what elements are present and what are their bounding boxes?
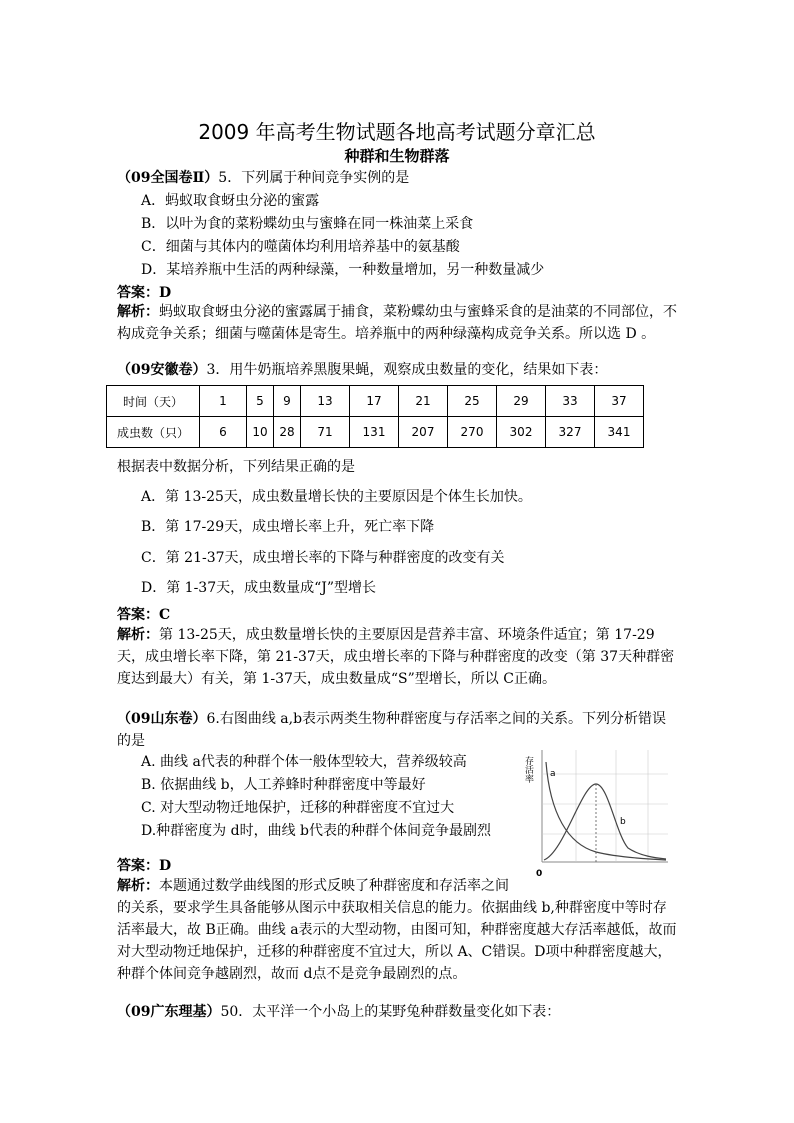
q3-answer bbox=[117, 856, 171, 876]
table-cell: 6 bbox=[200, 417, 247, 448]
q3-analysis-label: 解析： bbox=[117, 878, 159, 894]
table-cell: 131 bbox=[350, 417, 399, 448]
q4-source-tag: （09广东理基） bbox=[117, 1004, 221, 1020]
q1-analysis-label: 解析： bbox=[117, 304, 159, 320]
q1-answer-value: D bbox=[159, 285, 172, 301]
q3-source-tag: （09山东卷） bbox=[117, 711, 207, 727]
table-cell: 13 bbox=[301, 386, 350, 417]
q1-option-d: D．某培养瓶中生活的两种绿藻，一种数量增加，另一种数量减少 bbox=[141, 262, 545, 278]
table-cell: 5 bbox=[247, 386, 274, 417]
table-cell: 71 bbox=[301, 417, 350, 448]
q2-stem: 3．用牛奶瓶培养黑腹果蝇，观察成虫数量的变化，结果如下表： bbox=[206, 362, 608, 378]
table-cell: 21 bbox=[399, 386, 448, 417]
data-table bbox=[106, 385, 644, 448]
table-cell: 25 bbox=[448, 386, 497, 417]
q4-stem: 50．太平洋一个小岛上的某野兔种群数量变化如下表： bbox=[220, 1004, 561, 1020]
q2-option-d: D．第 1-37天，成虫数量成“J”型增长 bbox=[141, 580, 377, 596]
table-header-count: 成虫数（只） bbox=[107, 417, 200, 448]
survival-density-graph bbox=[516, 744, 676, 884]
graph-origin-label: 0 bbox=[536, 869, 543, 879]
q1-answer bbox=[117, 283, 171, 303]
table-header-time: 时间（天） bbox=[107, 386, 200, 417]
table-cell: 37 bbox=[595, 386, 644, 417]
q2-analysis-text: 第 13-25天，成虫数量增长快的主要原因是营养丰富、环境条件适宜；第 17-29天，成虫增长率下降，第 21-37天，成虫增长率的下降与种群密度的改变（第 37天种群密度达到最大）有关，第 1-37天，成虫数量成“S”型增长，所以 C正确。 bbox=[117, 627, 675, 687]
table-cell: 9 bbox=[274, 386, 301, 417]
q3-answer-value: D bbox=[159, 858, 172, 874]
q2-analysis bbox=[117, 624, 677, 690]
table-cell: 28 bbox=[274, 417, 301, 448]
table-cell: 17 bbox=[350, 386, 399, 417]
q3-option-c: C. 对大型动物迁地保护，迁移的种群密度不宜过大 bbox=[141, 800, 455, 816]
q3-answer-label: 答案： bbox=[117, 858, 159, 874]
table-cell: 207 bbox=[399, 417, 448, 448]
q3-option-b: B. 依据曲线 b，人工养蜂时种群密度中等最好 bbox=[141, 777, 426, 793]
q3-option-d: D.种群密度为 d时，曲线 b代表的种群个体间竞争最剧烈 bbox=[141, 823, 491, 839]
q3-analysis-text-1: 本题通过数学曲线图的形式反映了种群密度和存活率之间 bbox=[159, 878, 509, 894]
q1-option-a: A．蚂蚁取食蚜虫分泌的蜜露 bbox=[141, 193, 320, 209]
q2-lead: 根据表中数据分析，下列结果正确的是 bbox=[117, 459, 355, 475]
table-cell: 1 bbox=[200, 386, 247, 417]
q2-stem-line bbox=[117, 360, 607, 380]
q2-answer bbox=[117, 605, 170, 625]
q3-option-a: A. 曲线 a代表的种群个体一般体型较大，营养级较高 bbox=[141, 754, 467, 770]
q1-answer-label: 答案： bbox=[117, 285, 159, 301]
page-subtitle: 种群和生物群落 bbox=[344, 147, 450, 165]
q4-stem-line bbox=[117, 1002, 560, 1022]
q2-option-a: A．第 13-25天，成虫数量增长快的主要原因是个体生长加快。 bbox=[141, 489, 532, 505]
table-row-time bbox=[107, 386, 644, 417]
q1-analysis bbox=[117, 301, 677, 345]
q2-answer-label: 答案： bbox=[117, 607, 159, 623]
q1-analysis-text: 蚂蚁取食蚜虫分泌的蜜露属于捕食，菜粉蝶幼虫与蜜蜂采食的是油菜的不同部位，不构成竞争关系；细菌与噬菌体是寄生。培养瓶中的两种绿藻构成竞争关系。所以选 D 。 bbox=[117, 304, 677, 342]
table-cell: 341 bbox=[595, 417, 644, 448]
table-cell: 327 bbox=[546, 417, 595, 448]
table-row-count bbox=[107, 417, 644, 448]
table-cell: 270 bbox=[448, 417, 497, 448]
q2-analysis-label: 解析： bbox=[117, 627, 159, 643]
q2-option-c: C．第 21-37天，成虫增长率的下降与种群密度的改变有关 bbox=[141, 550, 505, 566]
table-cell: 29 bbox=[497, 386, 546, 417]
q2-source-tag: （09安徽卷） bbox=[117, 362, 207, 378]
page-title: 2009 年高考生物试题各地高考试题分章汇总 bbox=[198, 120, 596, 144]
q3-analysis-line1 bbox=[117, 876, 509, 896]
curve-b-label: b bbox=[620, 817, 626, 827]
graph-y-label: 存活率 bbox=[523, 756, 533, 783]
q1-stem: 5．下列属于种间竞争实例的是 bbox=[218, 170, 410, 186]
q3-analysis-rest: 的关系，要求学生具备能够从图示中获取相关信息的能力。依据曲线 b,种群密度中等时存活率最大，故 B正确。曲线 a表示的大型动物，由图可知，种群密度越大存活率越低，故而对大型动物迁地保护，迁移的种群密度不宜过大，所以 A、C错误。D项中种群密度越大，种群个体间竞争越剧烈，故而 d点不是竞争最剧烈的点。 bbox=[117, 900, 677, 982]
q1-source-tag: （09全国卷Ⅱ） bbox=[117, 170, 219, 186]
q1-option-b: B．以叶为食的菜粉蝶幼虫与蜜蜂在同一株油菜上采食 bbox=[141, 216, 474, 232]
q1-option-c: C．细菌与其体内的噬菌体均利用培养基中的氨基酸 bbox=[141, 239, 460, 255]
q2-option-b: B．第 17-29天，成虫增长率上升，死亡率下降 bbox=[141, 519, 435, 535]
table-cell: 10 bbox=[247, 417, 274, 448]
table-cell: 33 bbox=[546, 386, 595, 417]
curve-a-label: a bbox=[550, 769, 556, 779]
q1-stem-line bbox=[117, 168, 409, 188]
q3-stem: 6.右图曲线 a,b表示两类生物种群密度与存活率之间的关系。下列分析错误的是 bbox=[117, 711, 667, 749]
table-cell: 302 bbox=[497, 417, 546, 448]
q2-answer-value: C bbox=[159, 607, 171, 623]
